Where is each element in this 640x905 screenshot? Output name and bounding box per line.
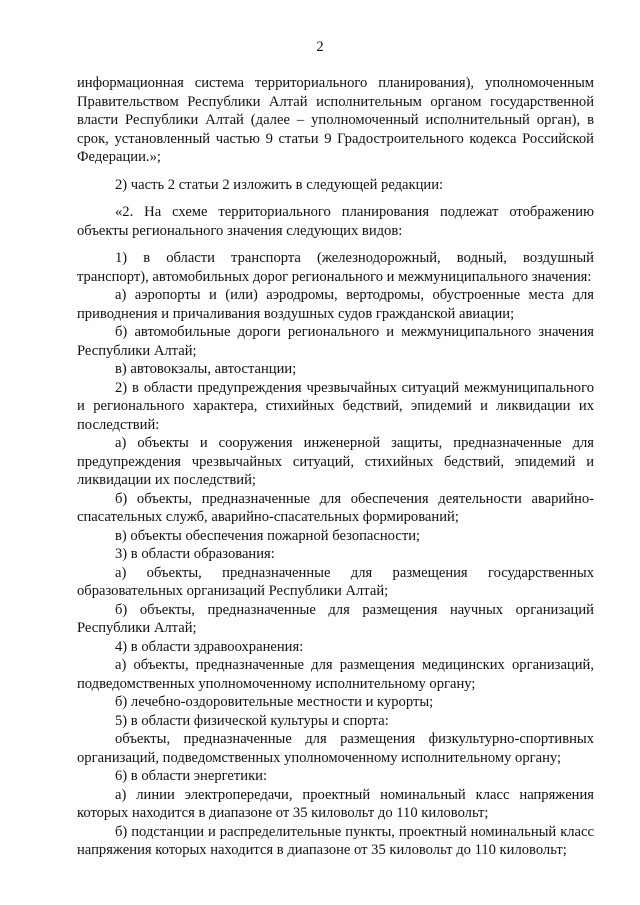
paragraph: объекты, предназначенные для размещения физкультурно-спортивных организаций, подведомственных уполномоченному исполнительному органу;	[77, 731, 594, 766]
paragraph: в) автовокзалы, автостанции;	[115, 361, 297, 377]
paragraph: 1) в области транспорта (железнодорожный, водный, воздушный транспорт), автомобильных дорог регионального и межмуниципального значения:	[77, 250, 594, 285]
paragraph: 4) в области здравоохранения:	[115, 638, 304, 655]
paragraph: а) линии электропередачи, проектный номинальный класс напряжения которых находится в диапазоне от 35 киловольт до 110 киловольт;	[77, 786, 594, 821]
paragraph: 2) в области предупреждения чрезвычайных ситуаций межмуниципального и регионального характера, стихийных бедствий, эпидемий и ликвидации их последствий:	[77, 379, 594, 433]
paragraph: информационная система территориального планирования), уполномоченным Правительством Республики Алтай исполнительным органом государственной власти Республики Алтай (далее – уполномоченный исполнительный орган), в срок, установленный частью 9 статьи 9 Градостроительного кодекса Российской Федерации.»;	[77, 75, 594, 165]
paragraph: б) объекты, предназначенные для размещения научных организаций Республики Алтай;	[77, 601, 594, 636]
page-number: 2	[316, 39, 324, 55]
paragraph: 2) часть 2 статьи 2 изложить в следующей редакции:	[115, 176, 444, 193]
paragraph: б) лечебно-оздоровительные местности и курорты;	[115, 694, 434, 710]
paragraph: 5) в области физической культуры и спорта:	[115, 712, 389, 729]
paragraph: а) аэропорты и (или) аэродромы, вертодромы, обустроенные места для приводнения и причаливания воздушных судов гражданской авиации;	[77, 287, 594, 322]
paragraph: «2. На схеме территориального планирования подлежат отображению объекты регионального значения следующих видов:	[77, 204, 594, 239]
paragraph: а) объекты, предназначенные для размещения государственных образовательных организаций Республики Алтай;	[77, 564, 594, 599]
paragraph: 3) в области образования:	[115, 546, 275, 562]
paragraph: б) объекты, предназначенные для обеспечения деятельности аварийно-спасательных служб, аварийно-спасательных формирований;	[77, 490, 594, 525]
paragraph: а) объекты и сооружения инженерной защиты, предназначенные для предупреждения чрезвычайных ситуаций, стихийных бедствий, эпидемий и ликвидации их последствий;	[77, 435, 594, 488]
paragraph: в) объекты обеспечения пожарной безопасности;	[115, 527, 421, 544]
paragraph: б) автомобильные дороги регионального и межмуниципального значения Республики Алтай;	[77, 324, 594, 359]
paragraph: б) подстанции и распределительные пункты, проектный номинальный класс напряжения которых находится в диапазоне от 35 киловольт до 110 киловольт;	[77, 823, 594, 858]
paragraph: а) объекты, предназначенные для размещения медицинских организаций, подведомственных уполномоченному исполнительному органу;	[77, 657, 594, 692]
paragraph: 6) в области энергетики:	[115, 768, 268, 784]
document-body	[77, 74, 594, 860]
